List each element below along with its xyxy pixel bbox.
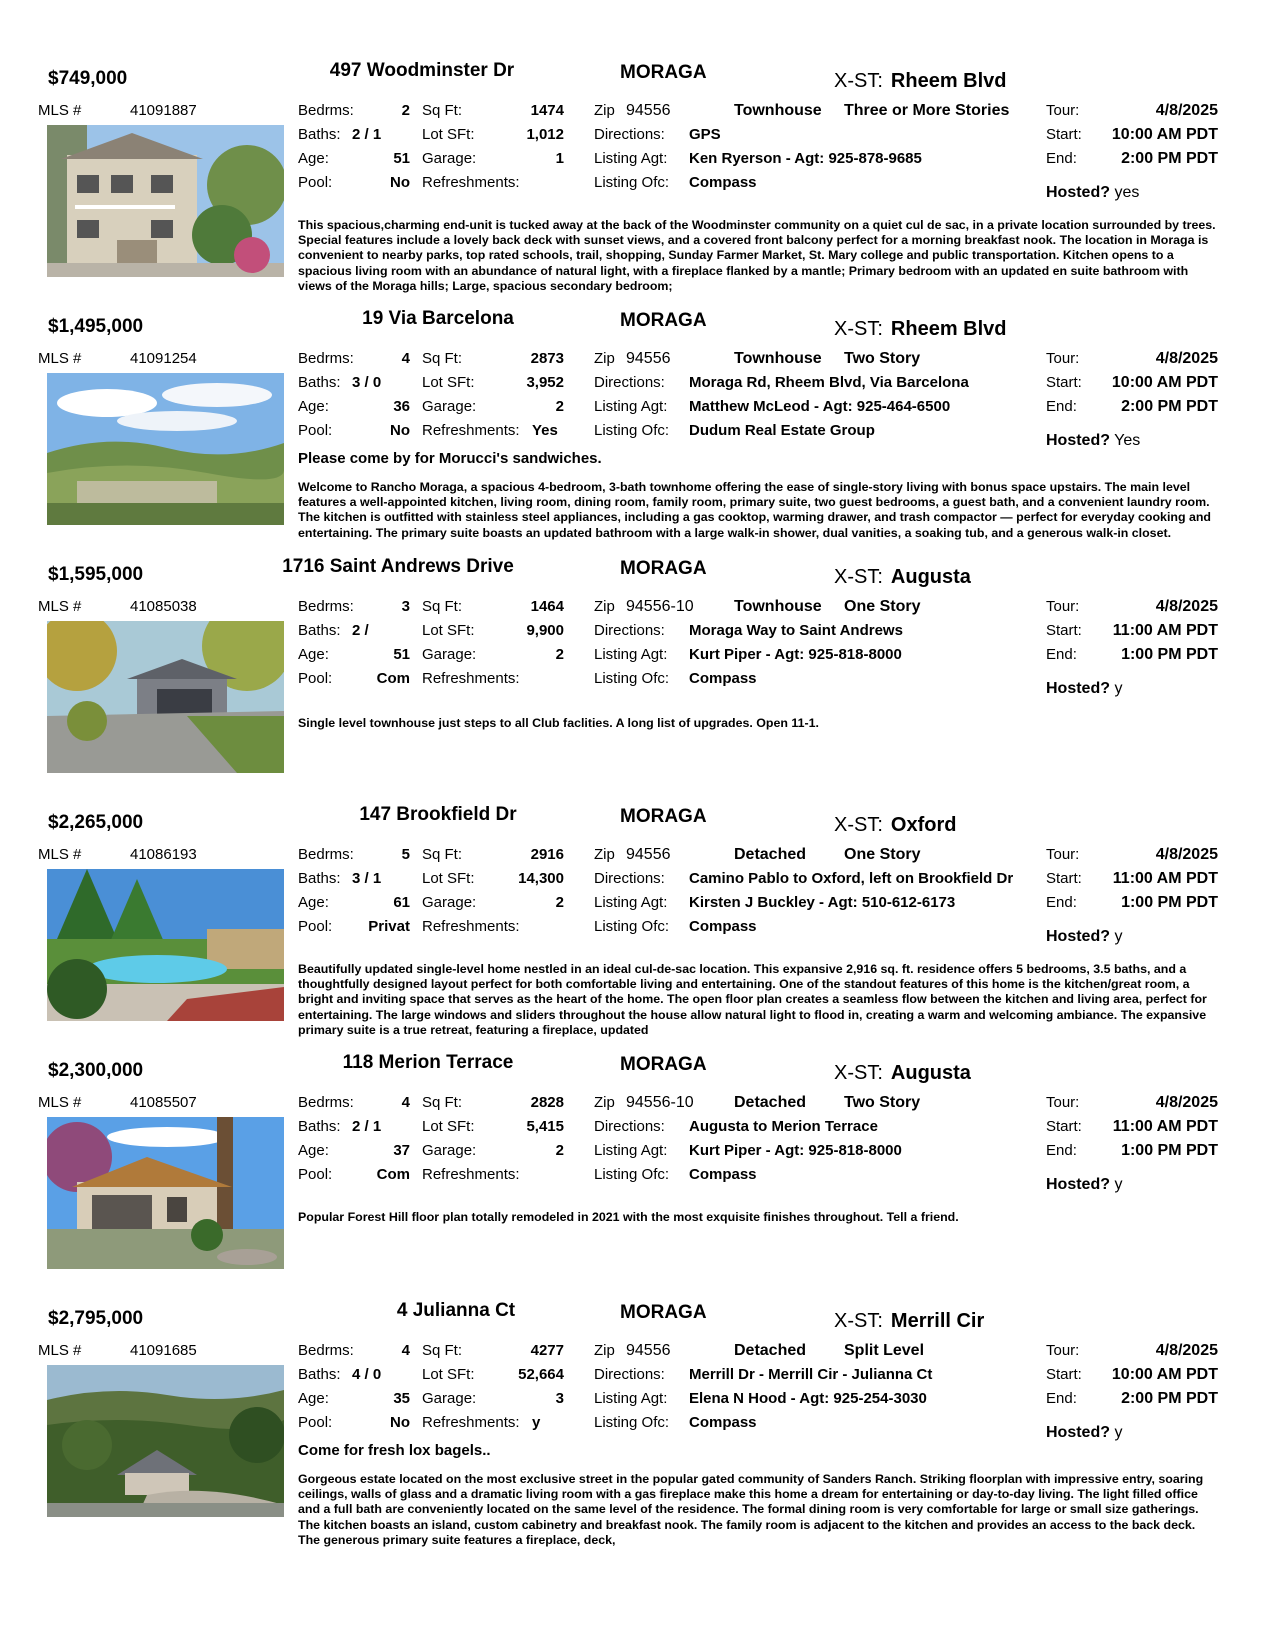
hosted [1046, 1176, 1122, 1194]
garage-label: Garage: [422, 646, 477, 663]
end-label: End: [1046, 1142, 1077, 1159]
listing-card [0, 556, 1275, 804]
lot-sft-label: Lot SFt: [422, 1118, 475, 1135]
listing-ofc-label: Listing Ofc: [594, 670, 670, 687]
hosted-value: Yes [1114, 432, 1141, 449]
end-time: 2:00 PM PDT [1121, 150, 1218, 167]
listing-agt-label: Listing Agt: [594, 894, 668, 911]
sqft-value: 4277 [530, 1342, 564, 1359]
cross-street-label: X-ST: [834, 1062, 883, 1084]
listing-photo[interactable] [47, 373, 284, 525]
end-label: End: [1046, 646, 1077, 663]
refreshments-label: Refreshments: [422, 1414, 520, 1431]
garage-value: 2 [555, 646, 564, 663]
age-label: Age: [298, 646, 329, 663]
age-label: Age: [298, 894, 329, 911]
age-label: Age: [298, 150, 329, 167]
listing-description: Beautifully updated single-level home nestled in an ideal cul-de-sac location. This expansive 2,916 sq. ft. residence offers 5 bedrooms, 3.5 baths, and a thoughtfully designed layout perfect for both comfortable living and entertaining. One of the standout features of this home is the kitchen/great room, a bright and inviting space that serves as the heart of the home. The open floor plan creates a seamless flow between the kitchen and living area, perfect for entertaining. The large windows and sliders throughout the house allow natural light to flood in, creating a warm and welcoming ambiance. The expansive primary suite is a true retreat, featuring a fireplace, updated [298, 962, 1207, 1037]
refreshments-label: Refreshments: [422, 670, 520, 687]
lot-sft-value: 5,415 [526, 1118, 564, 1135]
listing-city: MORAGA [620, 310, 707, 331]
baths-label: Baths: [298, 870, 341, 887]
mls-label: MLS # [38, 598, 82, 615]
bedrms-value: 3 [401, 598, 410, 615]
end-time: 2:00 PM PDT [1121, 398, 1218, 415]
tour-label: Tour: [1046, 846, 1080, 863]
zip-label: Zip [594, 350, 615, 367]
start-label: Start: [1046, 870, 1082, 887]
refreshments-value: Yes [532, 422, 558, 439]
cross-street-value: Rheem Blvd [890, 70, 1007, 92]
cross-street-value: Oxford [890, 814, 957, 836]
property-style: Three or More Stories [844, 102, 1010, 119]
baths-value: 2 / 1 [352, 126, 382, 143]
pool-value: No [390, 174, 410, 191]
garage-label: Garage: [422, 1142, 477, 1159]
property-type: Townhouse [734, 598, 822, 615]
refreshments-label: Refreshments: [422, 422, 520, 439]
listing-agt-value[interactable]: Kurt Piper - Agt: 925-818-8000 [689, 1142, 902, 1159]
property-style: Two Story [844, 1094, 921, 1111]
listing-card [0, 308, 1275, 556]
listing-description: Popular Forest Hill floor plan totally remodeled in 2021 with the most exquisite finishes throughout. Tell a friend. [298, 1210, 959, 1224]
bedrms-value: 4 [401, 1342, 410, 1359]
bedrms-label: Bedrms: [298, 1094, 354, 1111]
listing-agt-label: Listing Agt: [594, 398, 668, 415]
zip-value: 94556 [626, 102, 671, 119]
sqft-label: Sq Ft: [422, 1094, 463, 1111]
listing-ofc-value: Compass [689, 918, 757, 935]
listing-address[interactable]: 4 Julianna Ct [396, 1300, 516, 1321]
directions-value: Augusta to Merion Terrace [689, 1118, 878, 1135]
bedrms-label: Bedrms: [298, 350, 354, 367]
hosted [1046, 680, 1122, 698]
hosted-label: Hosted? [1046, 680, 1110, 697]
garage-value: 2 [555, 894, 564, 911]
hosted-label: Hosted? [1046, 1176, 1110, 1193]
refreshments-label: Refreshments: [422, 1166, 520, 1183]
cross-street-label: X-ST: [834, 814, 883, 836]
garage-label: Garage: [422, 398, 477, 415]
mls-label: MLS # [38, 1342, 82, 1359]
zip-value: 94556 [626, 350, 671, 367]
listing-ofc-value: Compass [689, 1166, 757, 1183]
pool-label: Pool: [298, 174, 333, 191]
listing-card [0, 804, 1275, 1052]
pool-value: Com [376, 1166, 410, 1183]
hosted [1046, 1424, 1122, 1442]
start-label: Start: [1046, 1118, 1082, 1135]
tour-label: Tour: [1046, 350, 1080, 367]
listing-city: MORAGA [620, 1302, 707, 1323]
tour-label: Tour: [1046, 102, 1080, 119]
cross-street-value: Rheem Blvd [890, 318, 1007, 340]
zip-value: 94556-10 [626, 598, 694, 615]
tour-date: 4/8/2025 [1155, 102, 1218, 119]
directions-value: Moraga Rd, Rheem Blvd, Via Barcelona [689, 374, 969, 391]
age-value: 37 [393, 1142, 410, 1159]
listing-ofc-label: Listing Ofc: [594, 174, 670, 191]
age-value: 61 [393, 894, 410, 911]
age-label: Age: [298, 1142, 329, 1159]
property-type: Townhouse [734, 350, 822, 367]
cross-street-value: Augusta [890, 1062, 971, 1084]
tour-date: 4/8/2025 [1155, 1342, 1218, 1359]
cross-street [834, 566, 971, 589]
mls-label: MLS # [38, 846, 82, 863]
directions-value: Merrill Dr - Merrill Cir - Julianna Ct [689, 1366, 933, 1383]
listing-ofc-value: Compass [689, 1414, 757, 1431]
garage-label: Garage: [422, 894, 477, 911]
end-label: End: [1046, 1390, 1077, 1407]
listing-agt-label: Listing Agt: [594, 150, 668, 167]
zip-label: Zip [594, 846, 615, 863]
end-time: 1:00 PM PDT [1121, 894, 1218, 911]
mls-number[interactable]: 41085038 [130, 598, 197, 615]
hosted-value: y [1114, 680, 1123, 697]
hosted-label: Hosted? [1046, 432, 1110, 449]
listing-ofc-label: Listing Ofc: [594, 1166, 670, 1183]
property-style: Split Level [844, 1342, 925, 1359]
listing-card [0, 1052, 1275, 1300]
sqft-label: Sq Ft: [422, 1342, 463, 1359]
start-time: 10:00 AM PDT [1111, 374, 1218, 391]
bedrms-value: 4 [401, 1094, 410, 1111]
start-label: Start: [1046, 374, 1082, 391]
zip-value: 94556-10 [626, 1094, 694, 1111]
age-label: Age: [298, 1390, 329, 1407]
sqft-value: 1474 [530, 102, 564, 119]
directions-value: GPS [689, 126, 721, 143]
baths-value: 4 / 0 [352, 1366, 382, 1383]
lot-sft-value: 1,012 [526, 126, 564, 143]
pool-label: Pool: [298, 918, 333, 935]
listing-photo[interactable] [47, 1365, 284, 1517]
age-value: 51 [393, 646, 410, 663]
listing-agt-value[interactable]: Kirsten J Buckley - Agt: 510-612-6173 [689, 894, 956, 911]
listing-agt-value[interactable]: Elena N Hood - Agt: 925-254-3030 [689, 1390, 927, 1407]
start-time: 11:00 AM PDT [1112, 870, 1218, 887]
end-label: End: [1046, 894, 1077, 911]
listing-price: $1,495,000 [48, 316, 144, 337]
tour-date: 4/8/2025 [1155, 846, 1218, 863]
listing-city: MORAGA [620, 558, 707, 579]
sqft-label: Sq Ft: [422, 102, 463, 119]
property-type: Townhouse [734, 102, 822, 119]
sqft-label: Sq Ft: [422, 598, 463, 615]
pool-label: Pool: [298, 1414, 333, 1431]
baths-value: 3 / 1 [352, 870, 382, 887]
baths-value: 2 / [352, 622, 369, 639]
baths-label: Baths: [298, 622, 341, 639]
cross-street-label: X-ST: [834, 566, 883, 588]
cross-street-label: X-ST: [834, 70, 883, 92]
listing-price: $749,000 [48, 68, 128, 89]
cross-street-value: Augusta [890, 566, 971, 588]
sqft-value: 1464 [530, 598, 564, 615]
directions-label: Directions: [594, 1366, 665, 1383]
listing-price: $2,265,000 [48, 812, 144, 833]
lot-sft-label: Lot SFt: [422, 622, 475, 639]
property-type: Detached [734, 1094, 807, 1111]
tour-label: Tour: [1046, 1094, 1080, 1111]
garage-label: Garage: [422, 150, 477, 167]
listing-ofc-label: Listing Ofc: [594, 1414, 670, 1431]
garage-value: 3 [555, 1390, 564, 1407]
hosted-label: Hosted? [1046, 184, 1110, 201]
pool-label: Pool: [298, 670, 333, 687]
age-value: 51 [393, 150, 410, 167]
cross-street [834, 1310, 984, 1333]
start-label: Start: [1046, 126, 1082, 143]
mls-label: MLS # [38, 1094, 82, 1111]
end-label: End: [1046, 150, 1077, 167]
zip-label: Zip [594, 598, 615, 615]
refreshments-label: Refreshments: [422, 918, 520, 935]
garage-value: 2 [555, 398, 564, 415]
start-label: Start: [1046, 1366, 1082, 1383]
lot-sft-value: 52,664 [518, 1366, 564, 1383]
cross-street-label: X-ST: [834, 1310, 883, 1332]
listing-agt-value[interactable]: Matthew McLeod - Agt: 925-464-6500 [689, 398, 951, 415]
pool-value: Com [376, 670, 410, 687]
sqft-label: Sq Ft: [422, 846, 463, 863]
property-type: Detached [734, 846, 807, 863]
property-type: Detached [734, 1342, 807, 1359]
hosted [1046, 184, 1139, 202]
mls-number[interactable]: 41091887 [130, 102, 197, 119]
cross-street [834, 1062, 971, 1085]
start-time: 11:00 AM PDT [1112, 622, 1218, 639]
zip-value: 94556 [626, 1342, 671, 1359]
tour-date: 4/8/2025 [1155, 598, 1218, 615]
cross-street-value: Merrill Cir [890, 1310, 985, 1332]
directions-label: Directions: [594, 126, 665, 143]
baths-label: Baths: [298, 374, 341, 391]
lot-sft-value: 3,952 [526, 374, 564, 391]
listing-photo[interactable] [47, 1117, 284, 1269]
listing-agt-label: Listing Agt: [594, 646, 668, 663]
lot-sft-value: 14,300 [518, 870, 564, 887]
pool-label: Pool: [298, 422, 333, 439]
listing-address[interactable]: 147 Brookfield Dr [359, 804, 517, 825]
baths-value: 3 / 0 [352, 374, 382, 391]
baths-value: 2 / 1 [352, 1118, 382, 1135]
listing-ofc-value: Compass [689, 174, 757, 191]
lot-sft-label: Lot SFt: [422, 870, 475, 887]
tour-date: 4/8/2025 [1155, 1094, 1218, 1111]
listing-address[interactable]: 1716 Saint Andrews Drive [282, 556, 514, 577]
listing-note: Come for fresh lox bagels.. [298, 1442, 491, 1459]
sqft-value: 2873 [530, 350, 564, 367]
refreshments-value: y [532, 1414, 541, 1431]
baths-label: Baths: [298, 1118, 341, 1135]
listing-city: MORAGA [620, 806, 707, 827]
listing-agt-label: Listing Agt: [594, 1390, 668, 1407]
listing-description: Single level townhouse just steps to all Club faclities. A long list of upgrades. Open 11-1. [298, 716, 819, 730]
mls-label: MLS # [38, 350, 82, 367]
start-time: 10:00 AM PDT [1111, 126, 1218, 143]
listing-agt-value[interactable]: Kurt Piper - Agt: 925-818-8000 [689, 646, 902, 663]
cross-street-label: X-ST: [834, 318, 883, 340]
listing-description: Welcome to Rancho Moraga, a spacious 4-bedroom, 3-bath townhome offering the ease of single-story living with bonus space upstairs. The main level features a well-appointed kitchen, living room, dining room, family room, primary suite, two guest bedrooms, a guest bath, and a convenient laundry room. The kitchen is outfitted with stainless steel appliances, including a gas cooktop, warming drawer, and trash compactor — perfect for everyday cooking and entertaining. The primary suite boasts an updated bathroom with a large walk-in shower, dual vanities, a soaking tub, and a generous walk-in closet. [298, 480, 1211, 540]
sqft-value: 2916 [530, 846, 564, 863]
listing-city: MORAGA [620, 1054, 707, 1075]
age-value: 35 [393, 1390, 410, 1407]
listing-ofc-value: Compass [689, 670, 757, 687]
directions-label: Directions: [594, 374, 665, 391]
start-label: Start: [1046, 622, 1082, 639]
listing-card [0, 1300, 1275, 1548]
hosted-label: Hosted? [1046, 928, 1110, 945]
hosted [1046, 928, 1122, 946]
property-style: One Story [844, 598, 921, 615]
baths-label: Baths: [298, 1366, 341, 1383]
end-label: End: [1046, 398, 1077, 415]
start-time: 10:00 AM PDT [1111, 1366, 1218, 1383]
lot-sft-label: Lot SFt: [422, 1366, 475, 1383]
end-time: 2:00 PM PDT [1121, 1390, 1218, 1407]
listing-photo[interactable] [47, 125, 284, 277]
zip-value: 94556 [626, 846, 671, 863]
end-time: 1:00 PM PDT [1121, 1142, 1218, 1159]
bedrms-label: Bedrms: [298, 102, 354, 119]
bedrms-value: 2 [401, 102, 410, 119]
mls-number[interactable]: 41086193 [130, 846, 197, 863]
hosted-value: y [1114, 1176, 1123, 1193]
tour-date: 4/8/2025 [1155, 350, 1218, 367]
cross-street [834, 70, 1007, 93]
listing-ofc-value: Dudum Real Estate Group [689, 422, 875, 439]
age-value: 36 [393, 398, 410, 415]
tour-label: Tour: [1046, 598, 1080, 615]
directions-value: Moraga Way to Saint Andrews [689, 622, 903, 639]
listing-card [0, 60, 1275, 308]
listing-photo[interactable] [47, 869, 284, 1021]
garage-value: 1 [555, 150, 564, 167]
bedrms-label: Bedrms: [298, 846, 354, 863]
pool-value: No [390, 422, 410, 439]
zip-label: Zip [594, 1094, 615, 1111]
bedrms-label: Bedrms: [298, 1342, 354, 1359]
mls-number[interactable]: 41091254 [130, 350, 197, 367]
listing-address[interactable]: 19 Via Barcelona [362, 308, 514, 329]
listing-ofc-label: Listing Ofc: [594, 422, 670, 439]
baths-label: Baths: [298, 126, 341, 143]
hosted-value: y [1114, 1424, 1123, 1441]
directions-value: Camino Pablo to Oxford, left on Brookfield Dr [689, 870, 1014, 887]
property-style: One Story [844, 846, 921, 863]
start-time: 11:00 AM PDT [1112, 1118, 1218, 1135]
lot-sft-label: Lot SFt: [422, 374, 475, 391]
listing-description: Gorgeous estate located on the most exclusive street in the popular gated community of Sanders Ranch. Striking floorplan with impressive entry, soaring ceilings, walls of glass and a dramatic living room with a gas fireplace make this home a dream for entertaining or day-to-day living. The light filled office and a full bath are conveniently located on the same level of the residence. The formal dining room is very comfortable for large or small size gatherings. The kitchen boasts an island, custom cabinetry and breakfast nook. The family room is adjacent to the kitchen and provides an access to the back deck. The generous primary suite features a fireplace, deck, [298, 1472, 1204, 1547]
listing-description: This spacious,charming end-unit is tucked away at the back of the Woodminster community on a quiet cul de sac, in a private location surrounded by trees. Special features include a lovely back deck with sunset views, and a covered front balcony perfect for a morning breakfast nook. The location in Moraga is convenient to nearby parks, top rated schools, trail, shopping, Sunday Farmer Market, St. Mary college and public transportation. Kitchen opens to a spacious living room with an abundance of natural light, with a fireplace flanked by a mantle; Primary bedroom with an updated en suite bathroom with views of the Moraga hills; Large, spacious secondary bedroom; [298, 218, 1216, 293]
cross-street [834, 318, 1007, 341]
listing-price: $1,595,000 [48, 564, 144, 585]
refreshments-label: Refreshments: [422, 174, 520, 191]
listing-agt-value[interactable]: Ken Ryerson - Agt: 925-878-9685 [689, 150, 922, 167]
end-time: 1:00 PM PDT [1121, 646, 1218, 663]
pool-label: Pool: [298, 1166, 333, 1183]
pool-value: No [390, 1414, 410, 1431]
bedrms-value: 5 [401, 846, 410, 863]
listing-note: Please come by for Morucci's sandwiches. [298, 450, 602, 467]
listing-price: $2,795,000 [48, 1308, 144, 1329]
zip-label: Zip [594, 102, 615, 119]
listing-ofc-label: Listing Ofc: [594, 918, 670, 935]
hosted-value: y [1114, 928, 1123, 945]
bedrms-value: 4 [401, 350, 410, 367]
property-style: Two Story [844, 350, 921, 367]
hosted-label: Hosted? [1046, 1424, 1110, 1441]
lot-sft-value: 9,900 [526, 622, 564, 639]
listing-city: MORAGA [620, 62, 707, 83]
bedrms-label: Bedrms: [298, 598, 354, 615]
listing-photo[interactable] [47, 621, 284, 773]
mls-number[interactable]: 41085507 [130, 1094, 197, 1111]
mls-number[interactable]: 41091685 [130, 1342, 197, 1359]
directions-label: Directions: [594, 1118, 665, 1135]
hosted-value: yes [1114, 184, 1140, 201]
sqft-value: 2828 [530, 1094, 564, 1111]
pool-value: Privat [368, 918, 410, 935]
age-label: Age: [298, 398, 329, 415]
tour-label: Tour: [1046, 1342, 1080, 1359]
lot-sft-label: Lot SFt: [422, 126, 475, 143]
mls-label: MLS # [38, 102, 82, 119]
hosted [1046, 432, 1140, 450]
listing-address[interactable]: 497 Woodminster Dr [329, 60, 515, 81]
listing-address[interactable]: 118 Merion Terrace [342, 1052, 514, 1073]
listing-price: $2,300,000 [48, 1060, 144, 1081]
directions-label: Directions: [594, 870, 665, 887]
sqft-label: Sq Ft: [422, 350, 463, 367]
directions-label: Directions: [594, 622, 665, 639]
garage-label: Garage: [422, 1390, 477, 1407]
garage-value: 2 [555, 1142, 564, 1159]
zip-label: Zip [594, 1342, 615, 1359]
cross-street [834, 814, 956, 837]
listing-agt-label: Listing Agt: [594, 1142, 668, 1159]
